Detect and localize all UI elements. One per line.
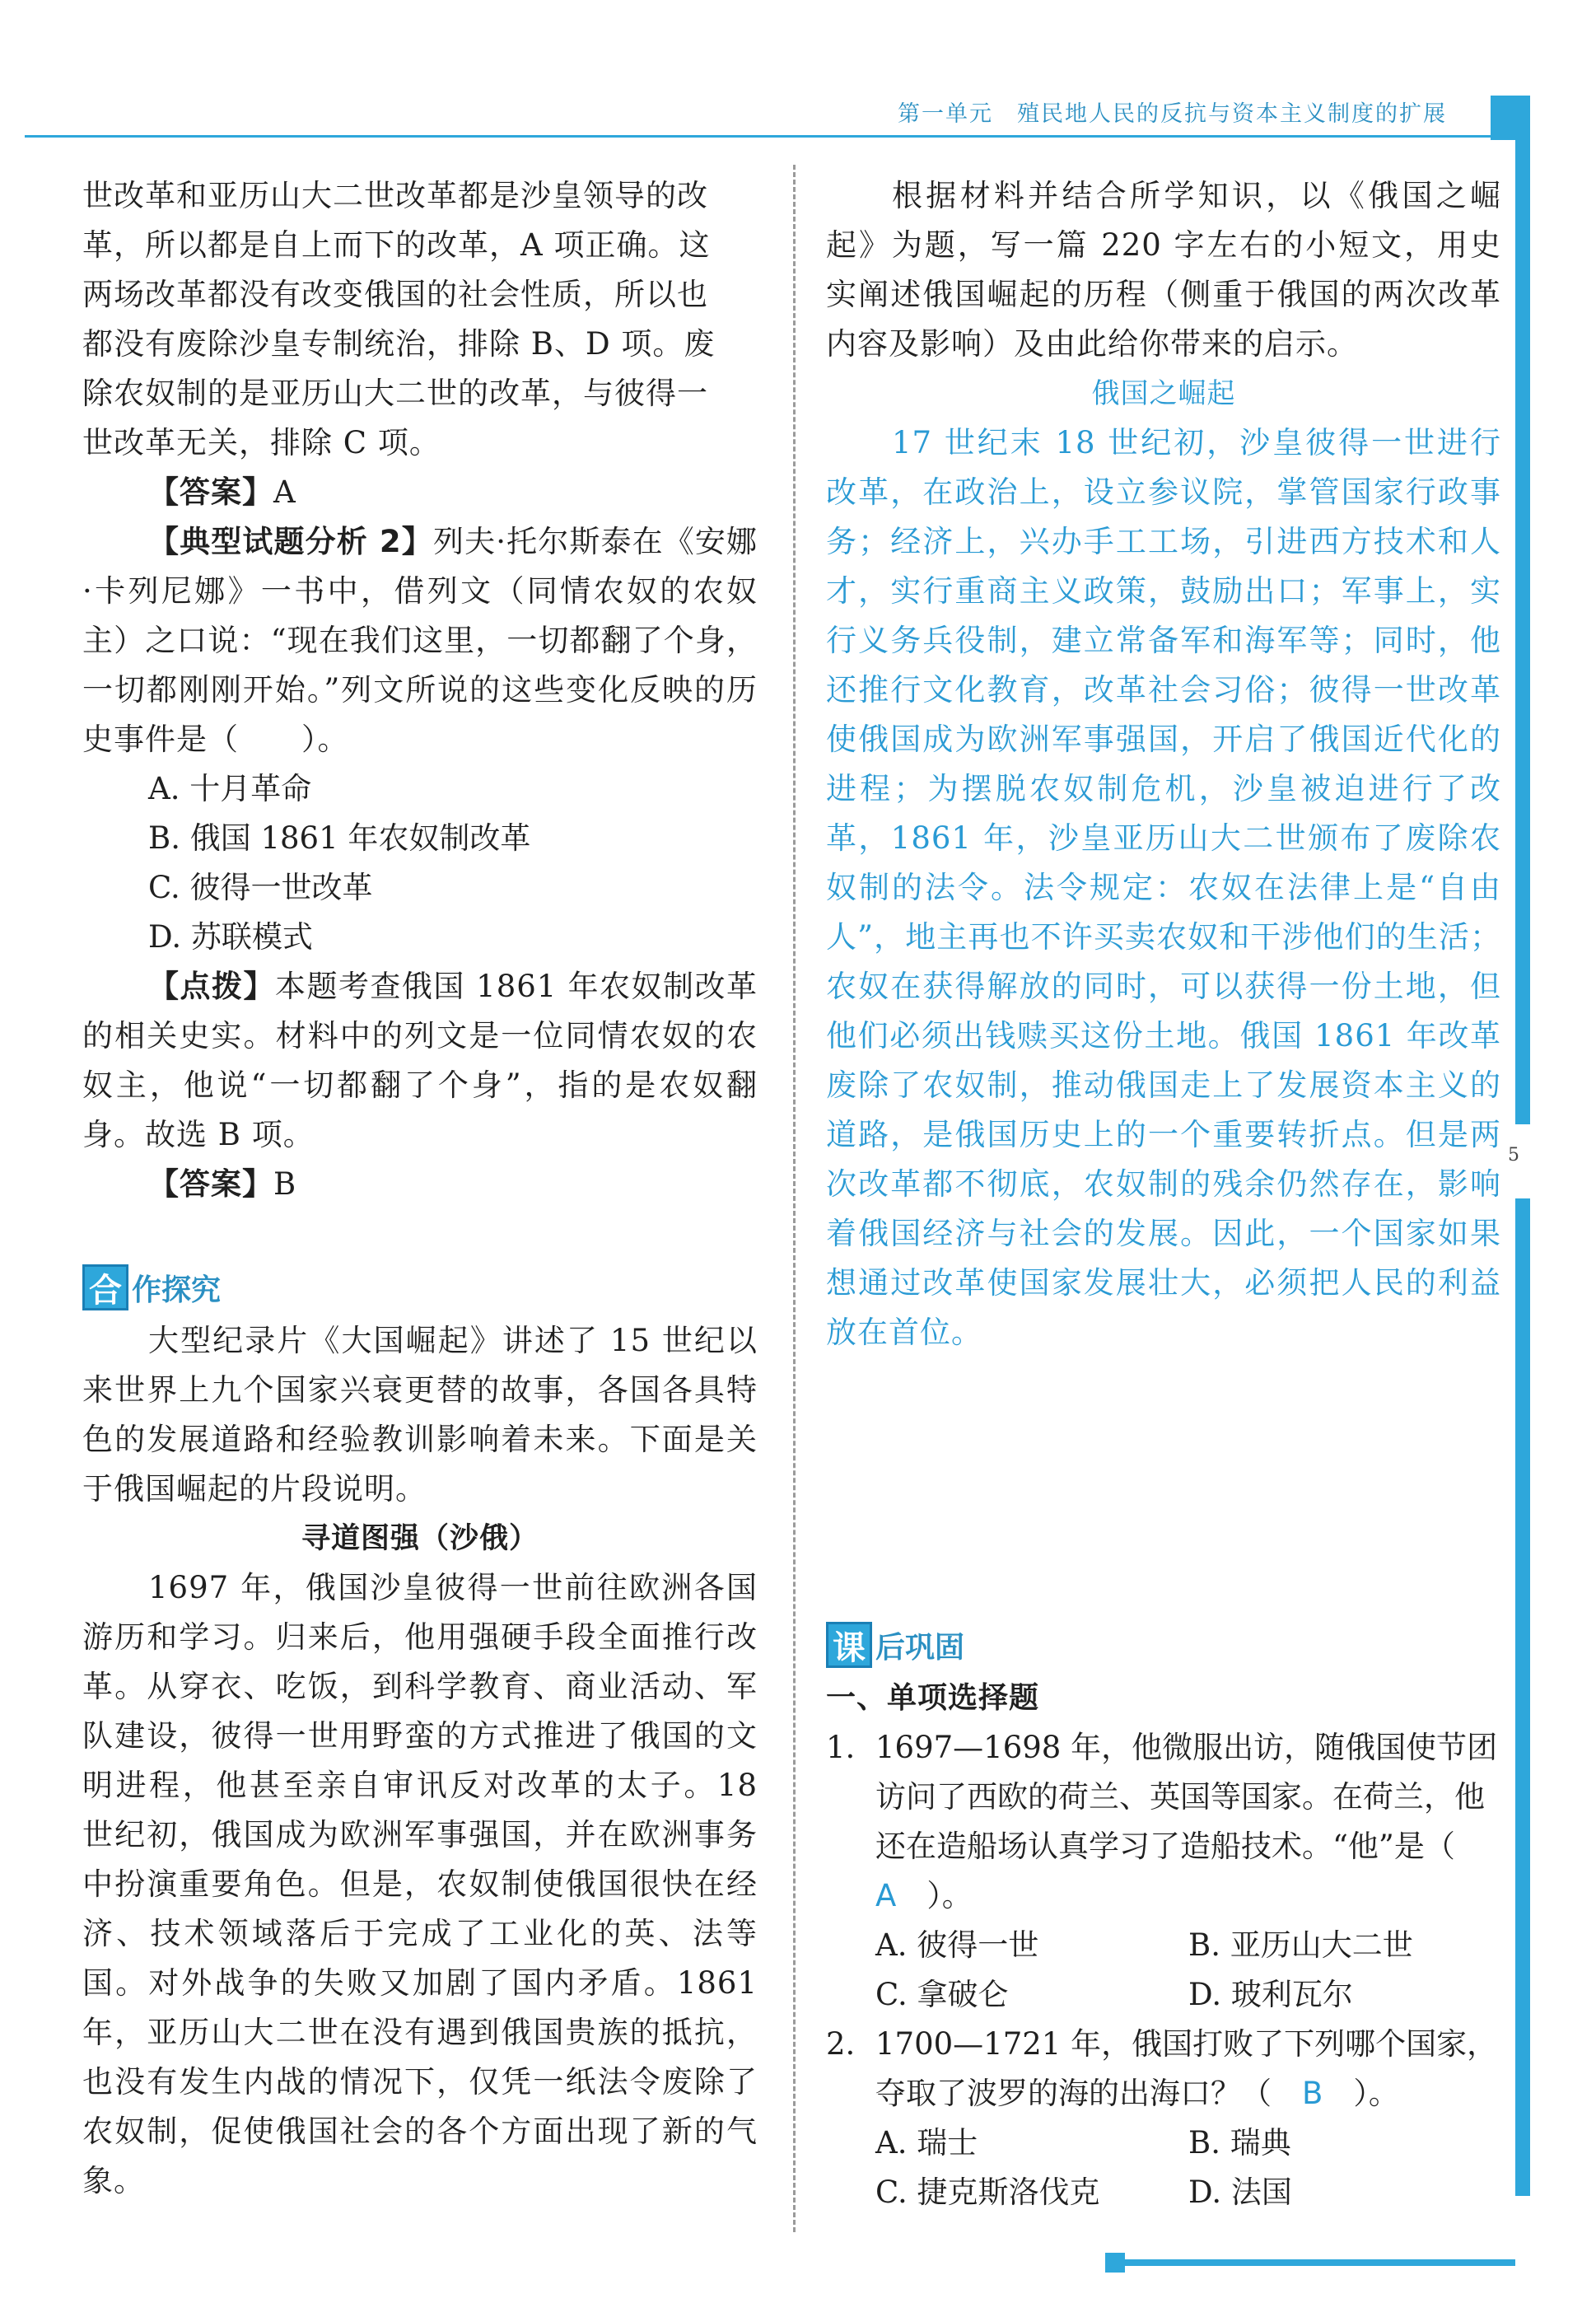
- question-number: 2.: [826, 2026, 856, 2062]
- bottom-square: [1105, 2253, 1125, 2273]
- option-b: B. 俄国 1861 年农奴制改革: [148, 820, 531, 856]
- option-a: A. 十月革命: [148, 771, 312, 806]
- question-number: 1.: [826, 1730, 856, 1765]
- page-number: 5: [1508, 1145, 1519, 1166]
- essay-title: 俄国之崛起: [1091, 377, 1236, 410]
- question-stem: 1697—1698 年，他微服出访，随俄国使节团访问了西欧的荷兰、英国等国家。在荷兰，他还在造船场认真学习了造船技术。“他”是（: [875, 1730, 1498, 1864]
- column-divider: [793, 165, 796, 2232]
- q2-option-d: D. 法国: [1188, 2175, 1292, 2210]
- header-unit: 第一单元: [898, 101, 993, 127]
- coop-badge: 合: [82, 1264, 128, 1310]
- q2-option-c: C. 捷克斯洛伐克: [875, 2175, 1100, 2210]
- question-end: ）。: [926, 1878, 973, 1913]
- option-d: D. 苏联模式: [148, 919, 313, 955]
- intro-line: 除农奴制的是亚历山大二世的改革，与彼得一: [82, 376, 708, 411]
- after-section-heading: [826, 1616, 1501, 1674]
- question-stem: 1700—1721 年，俄国打败了下列哪个国家，夺取了波罗的海的出海口？（: [875, 2026, 1498, 2111]
- typical-label: 【典型试题分析 2】: [148, 524, 433, 559]
- question-text: [875, 1723, 1501, 1921]
- header-title: 殖民地人民的反抗与资本主义制度的扩展: [1017, 101, 1447, 127]
- task-text: 根据材料并结合所学知识，以《俄国之崛起》为题，写一篇 220 字左右的小短文，用史实阐述俄国崛起的历程（侧重于俄国的两次改革内容及影响）及由此给你带来的启示。: [826, 178, 1501, 362]
- answer-value: A: [273, 474, 296, 510]
- coop-text: 大型纪录片《大国崛起》讲述了 15 世纪以来世界上九个国家兴衰更替的故事，各国各具特色的发展道路和经验教训影响着未来。下面是关于俄国崛起的片段说明。: [82, 1323, 758, 1507]
- sub-title: 寻道图强（沙俄）: [301, 1522, 539, 1555]
- q2-options-row: [826, 2118, 1501, 2168]
- tip: [82, 962, 758, 1160]
- question-answer: B: [1302, 2076, 1323, 2111]
- question-answer: A: [875, 1878, 897, 1913]
- left-column: [82, 171, 758, 2206]
- option-c: C. 彼得一世改革: [148, 870, 373, 905]
- intro-line: 都没有废除沙皇专制统治，排除 B、D 项。废: [82, 326, 716, 362]
- answer-2: [82, 1160, 758, 1209]
- intro-line: 世改革和亚历山大二世改革都是沙皇领导的改: [82, 178, 708, 213]
- answer-label: 【答案】: [148, 474, 273, 510]
- right-column: [826, 171, 1501, 1357]
- intro-line: 两场改革都没有改变俄国的社会性质，所以也: [82, 277, 708, 312]
- typical-question: [82, 517, 758, 764]
- bottom-rule: [1125, 2259, 1515, 2266]
- header-rule: [25, 135, 1507, 138]
- intro-line: 世改革无关，排除 C 项。: [82, 425, 441, 460]
- essay-text: 17 世纪末 18 世纪初，沙皇彼得一世进行改革，在政治上，设立参议院，掌管国家行政事务；经济上，兴办手工工场，引进西方技术和人才，实行重商主义政策，鼓励出口；军事上，实行义务兵役制，建立常备军和海军等；同时，他还推行文化教育，改革社会习俗；彼得一世改革使俄国成为欧洲军事强国，开启了俄国近代化的进程；为摆脱农奴制危机，沙皇被迫进行了改革，1861 年，沙皇亚历山大二世颁布了废除农奴制的法令。法令规定：农奴在法律上是“自由人”，地主再也不许买卖农奴和干涉他们的生活；农奴在获得解放的同时，可以获得一份土地，但他们必须出钱赎买这份土地。俄国 1861 年改革废除了农奴制，推动俄国走上了发展资本主义的道路，是俄国历史上的一个重要转折点。但是两次改革都不彻底，农奴制的残余仍然存在，影响着俄国经济与社会的发展。因此，一个国家如果想通过改革使国家发展壮大，必须把人民的利益放在首位。: [826, 425, 1501, 1350]
- intro-line: 革，所以都是自上而下的改革，A 项正确。这: [82, 227, 711, 263]
- q1-option-c: C. 拿破仑: [875, 1977, 1009, 2012]
- answer-1: [82, 468, 758, 517]
- after-class-section: [826, 1616, 1501, 2217]
- section-heading: 一、单项选择题: [826, 1681, 1040, 1715]
- q1-options-row: [826, 1970, 1501, 2020]
- tip-text: 本题考查俄国 1861 年农奴制改革的相关史实。材料中的列文是一位同情农奴的农奴主，他说“一切都翻了个身”，指的是农奴翻身。故选 B 项。: [82, 969, 758, 1152]
- answer-value: B: [273, 1166, 297, 1202]
- q1-options-row: [826, 1921, 1501, 1970]
- q1-option-a: A. 彼得一世: [875, 1927, 1039, 1963]
- after-badge: 课: [826, 1622, 872, 1668]
- question-end: ）。: [1353, 2076, 1399, 2111]
- after-title: 后巩固: [875, 1630, 965, 1665]
- coop-title: 作探究: [132, 1273, 222, 1307]
- answer-label: 【答案】: [148, 1166, 273, 1202]
- typical-text: 列夫·托尔斯泰在《安娜·卡列尼娜》一书中，借列文（同情农奴的农奴主）之口说：“现在我们这里，一切都翻了个身，一切都刚刚开始。”列文所说的这些变化反映的历史事件是（ ）。: [82, 524, 758, 757]
- q1-option-d: D. 玻利瓦尔: [1188, 1977, 1353, 2012]
- coop-section-heading: [82, 1259, 758, 1316]
- q1-option-b: B. 亚历山大二世: [1188, 1927, 1413, 1963]
- q2-option-b: B. 瑞典: [1188, 2125, 1291, 2161]
- q2-options-row: [826, 2168, 1501, 2217]
- running-header: [898, 96, 1447, 128]
- q2-option-a: A. 瑞士: [875, 2125, 978, 2161]
- question-text: [875, 2020, 1501, 2118]
- question-1: [826, 1723, 1501, 1921]
- tip-label: 【点拨】: [148, 969, 275, 1004]
- sub-text: 1697 年，俄国沙皇彼得一世前往欧洲各国游历和学习。归来后，他用强硬手段全面推行改革。从穿衣、吃饭，到科学教育、商业活动、军队建设，彼得一世用野蛮的方式推进了俄国的文明进程，他甚至亲自审讯反对改革的太子。18 世纪初，俄国成为欧洲军事强国，并在欧洲事务中扮演重要角色。但是，农奴制使俄国很快在经济、技术领域落后于完成了工业化的英、法等国。对外战争的失败又加剧了国内矛盾。1861 年，亚历山大二世在没有遇到俄国贵族的抵抗，也没有发生内战的情况下，仅凭一纸法令废除了农奴制，促使俄国社会的各个方面出现了新的气象。: [82, 1570, 758, 2198]
- question-2: [826, 2020, 1501, 2118]
